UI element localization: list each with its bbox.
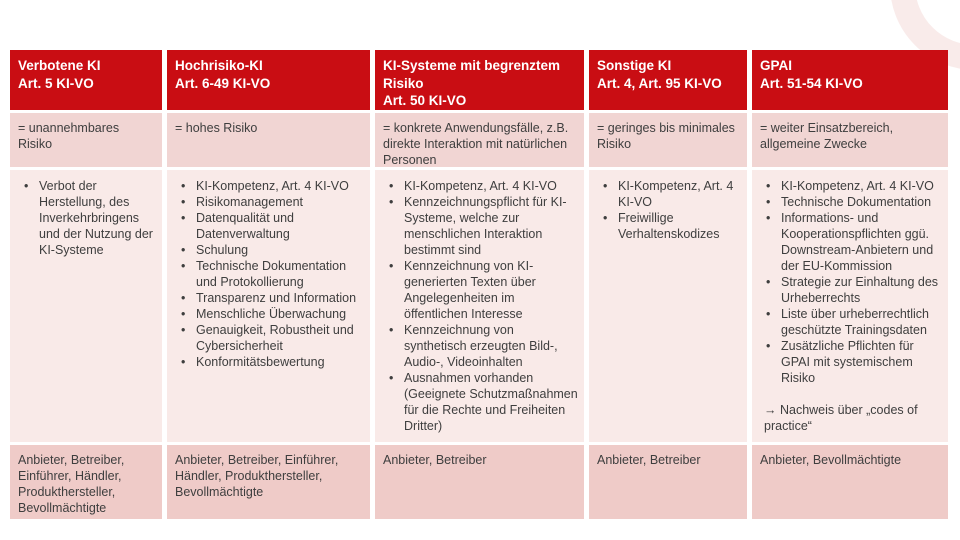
obligations-list [383, 178, 578, 434]
column-title: KI-Systeme mit begrenztem Risiko [383, 58, 561, 91]
obligation-bullet: • Liste über urheberrechtlich geschützte Trainingsdaten [764, 306, 942, 338]
obligation-bullet: • Zusätzliche Pflichten für GPAI mit systemischem Risiko [764, 338, 942, 386]
obligation-bullet: • Strategie zur Einhaltung des Urheberrechts [764, 274, 942, 306]
risk-cell-sonstige-ki: = geringes bis minimales Risiko [589, 113, 747, 167]
obligation-bullet: • Kennzeichnung von synthetisch erzeugten Bild-, Audio-, Videoinhalten [387, 322, 578, 370]
obligations-list [760, 178, 942, 386]
column-article: Art. 4, Art. 95 KI-VO [597, 75, 722, 91]
header-cell-ki-begrenztes-risiko [375, 50, 584, 110]
actors-cell-ki-begrenztes-risiko: Anbieter, Betreiber [375, 445, 584, 519]
obligations-cell-sonstige-ki [589, 170, 747, 442]
obligations-list [18, 178, 156, 258]
obligation-bullet: • Transparenz und Information [179, 290, 364, 306]
obligation-bullet: • Kennzeichnung von KI-generierten Texten über Angelegenheiten im öffentlichen Interesse [387, 258, 578, 322]
obligation-bullet: • Freiwillige Verhaltenskodizes [601, 210, 741, 242]
obligation-bullet: • KI-Kompetenz, Art. 4 KI-VO [764, 178, 942, 194]
obligations-list [175, 178, 364, 370]
obligation-bullet: • Menschliche Überwachung [179, 306, 364, 322]
risk-cell-ki-begrenztes-risiko: = konkrete Anwendungsfälle, z.B. direkte Interaktion mit natürlichen Personen [375, 113, 584, 167]
actors-cell-hochrisiko-ki: Anbieter, Betreiber, Einführer, Händler, Produkthersteller, Bevollmächtigte [167, 445, 370, 519]
column-article: Art. 6-49 KI-VO [175, 75, 271, 91]
column-article: Art. 50 KI-VO [383, 93, 467, 109]
obligation-bullet: • Technische Dokumentation und Protokollierung [179, 258, 364, 290]
obligation-bullet: • Genauigkeit, Robustheit und Cybersicherheit [179, 322, 364, 354]
obligations-list [597, 178, 741, 242]
header-cell-verbotene-ki [10, 50, 162, 110]
obligation-bullet: • Ausnahmen vorhanden (Geeignete Schutzmaßnahmen für die Rechte und Freiheiten Dritter) [387, 370, 578, 434]
obligation-bullet: • KI-Kompetenz, Art. 4 KI-VO [601, 178, 741, 210]
risk-cell-hochrisiko-ki: = hohes Risiko [167, 113, 370, 167]
actors-cell-verbotene-ki: Anbieter, Betreiber, Einführer, Händler, Produkthersteller, Bevollmächtigte [10, 445, 162, 519]
header-cell-hochrisiko-ki [167, 50, 370, 110]
obligation-bullet: • Technische Dokumentation [764, 194, 942, 210]
obligation-bullet: • Risikomanagement [179, 194, 364, 210]
column-title: Verbotene KI [18, 58, 101, 73]
column-title: Sonstige KI [597, 58, 672, 73]
actors-cell-gpai: Anbieter, Bevollmächtigte [752, 445, 948, 519]
column-article: Art. 5 KI-VO [18, 75, 94, 91]
header-cell-gpai [752, 50, 948, 110]
column-article: Art. 51-54 KI-VO [760, 75, 863, 91]
obligation-bullet: • Verbot der Herstellung, des Inverkehrbringens und der Nutzung der KI-Systeme [22, 178, 156, 258]
obligations-cell-verbotene-ki [10, 170, 162, 442]
obligation-bullet: • Datenqualität und Datenverwaltung [179, 210, 364, 242]
column-title: Hochrisiko-KI [175, 58, 263, 73]
obligation-bullet: • Konformitätsbewertung [179, 354, 364, 370]
obligation-bullet: • Schulung [179, 242, 364, 258]
ki-vo-risk-table [10, 50, 948, 519]
risk-cell-gpai: = weiter Einsatzbereich, allgemeine Zwecke [752, 113, 948, 167]
obligations-cell-ki-begrenztes-risiko [375, 170, 584, 442]
column-title: GPAI [760, 58, 793, 73]
obligation-bullet: • Kennzeichnungspflicht für KI-Systeme, welche zur menschlichen Interaktion bestimmt sind [387, 194, 578, 258]
obligations-cell-hochrisiko-ki [167, 170, 370, 442]
obligations-cell-gpai [752, 170, 948, 442]
actors-cell-sonstige-ki: Anbieter, Betreiber [589, 445, 747, 519]
obligation-bullet: • Informations- und Kooperationspflichten ggü. Downstream-Anbietern und der EU-Kommission [764, 210, 942, 274]
obligation-bullet: • KI-Kompetenz, Art. 4 KI-VO [179, 178, 364, 194]
risk-cell-verbotene-ki: = unannehmbares Risiko [10, 113, 162, 167]
obligation-bullet: • KI-Kompetenz, Art. 4 KI-VO [387, 178, 578, 194]
gpai-codes-of-practice-note: → Nachweis über „codes of practice“ [764, 403, 918, 433]
header-cell-sonstige-ki [589, 50, 747, 110]
